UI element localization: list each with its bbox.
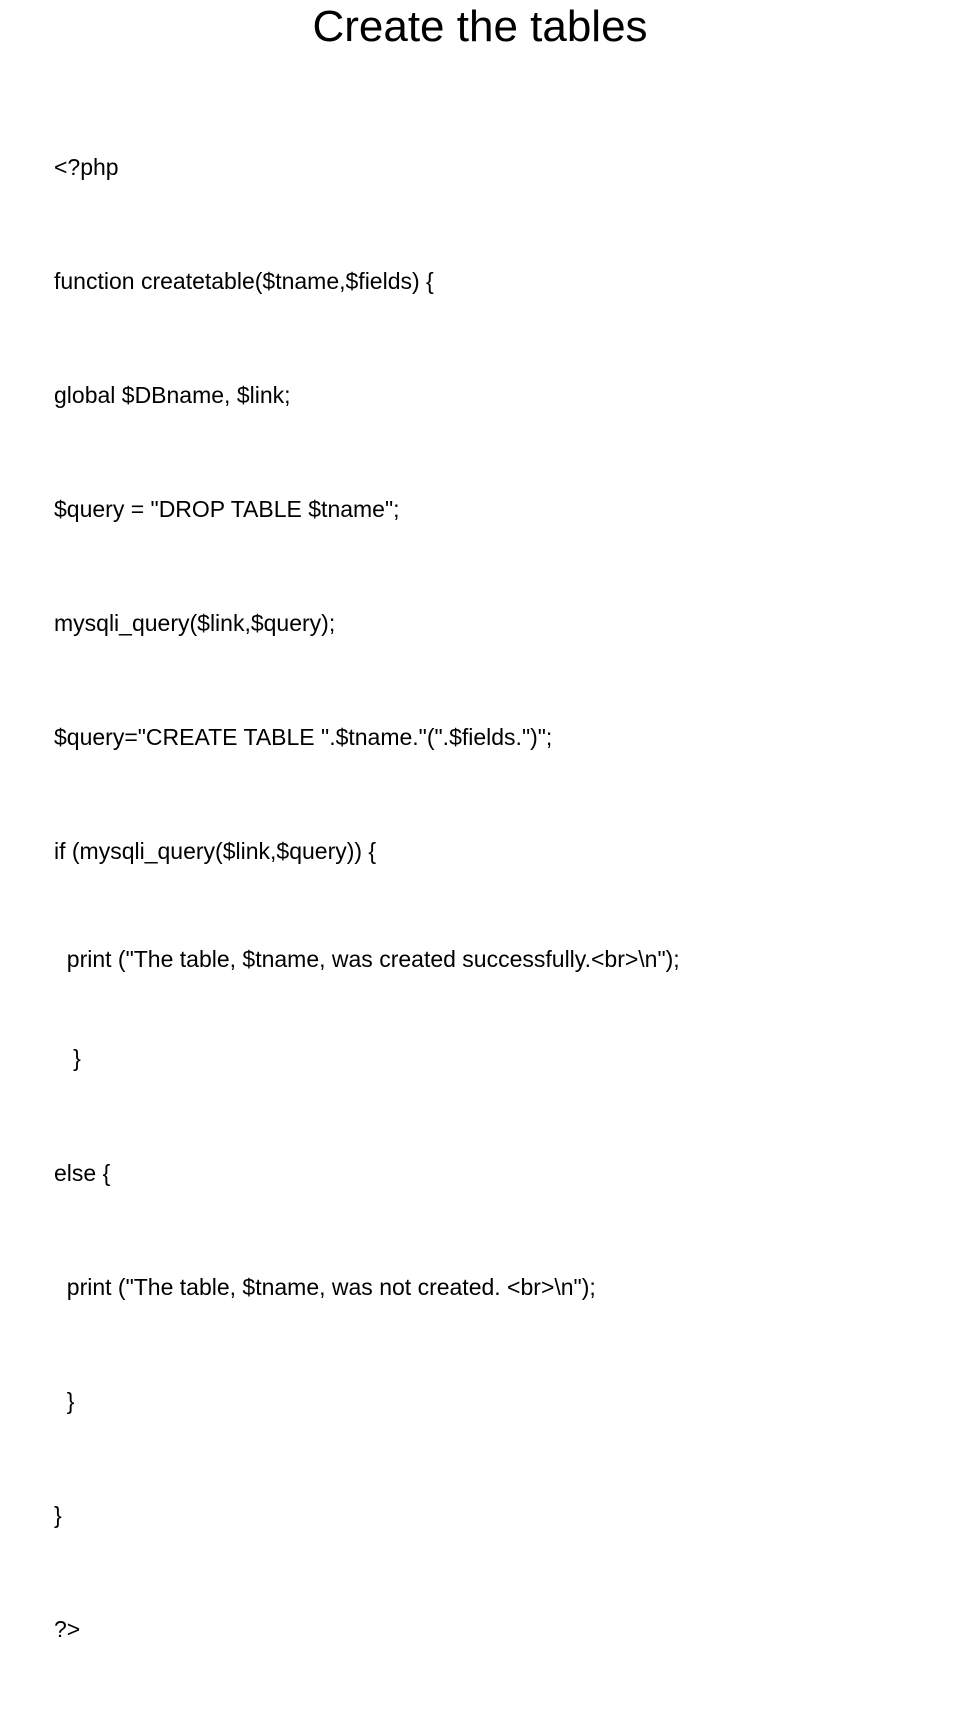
code-line: }: [54, 1502, 62, 1528]
code-line: print ("The table, $tname, was not created. <br>\n");: [54, 1274, 596, 1300]
code-line: print ("The table, $tname, was created successfully.<br>\n");: [54, 946, 680, 972]
code-line: if (mysqli_query($link,$query)) {: [54, 838, 377, 864]
slide-title: Create the tables: [312, 2, 648, 51]
code-line: else {: [54, 1160, 111, 1186]
code-line: $query = "DROP TABLE $tname";: [54, 496, 400, 522]
code-line: function createtable($tname,$fields) {: [54, 268, 434, 294]
code-line: global $DBname, $link;: [54, 382, 291, 408]
code-block: [54, 72, 954, 1724]
code-line: }: [54, 1388, 75, 1414]
code-line: $query="CREATE TABLE ".$tname."(".$fields.")";: [54, 724, 553, 750]
code-line: mysqli_query($link,$query);: [54, 610, 336, 636]
code-line: ?>: [54, 1616, 81, 1642]
code-line: }: [54, 1045, 81, 1071]
code-line: <?php: [54, 154, 119, 180]
